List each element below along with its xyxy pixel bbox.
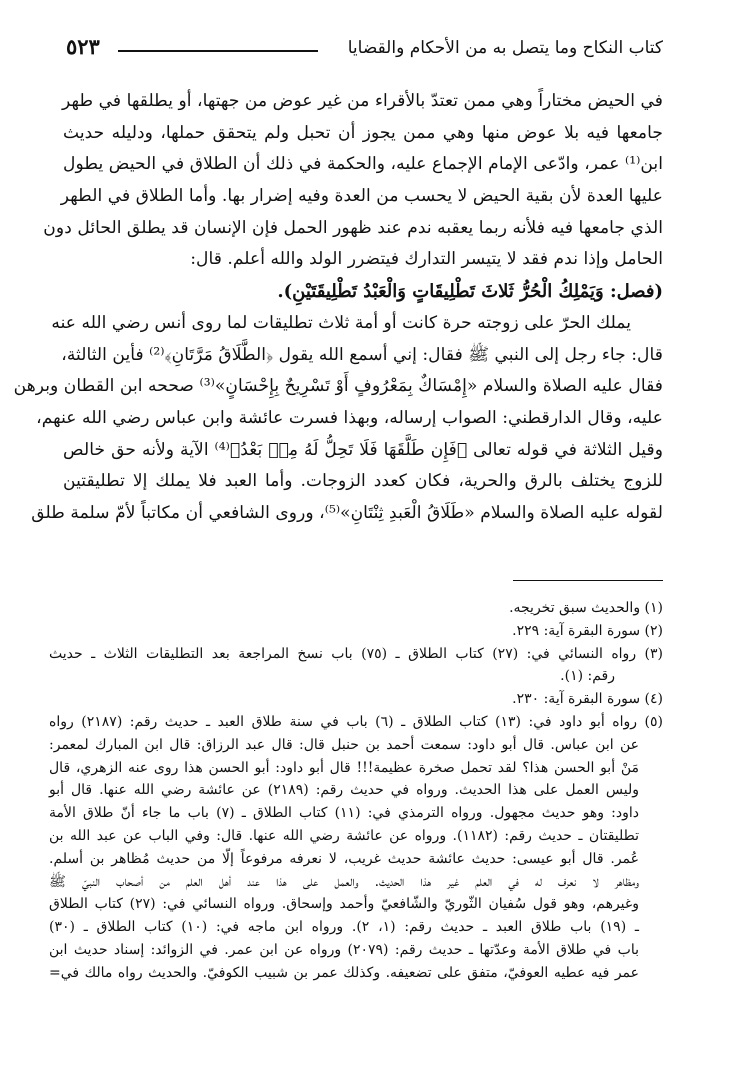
text-line: في الحيض مختاراً وهي ممن تعتدّ بالأقراء من غير عوض من جهتها، أو يطلقها في طهر <box>62 91 663 111</box>
footnote-separator <box>513 580 663 581</box>
text-line: ابن⁽¹⁾ عمر، وادّعى الإمام الإجماع عليه، والحكمة في ذلك أن الطلاق في الحيض يطول <box>63 154 663 175</box>
footnote-continuation: رقم: (١). <box>560 668 615 685</box>
footnote-continuation: وغيرهم، وهو قول سُفيان الثّوريّ والشّافعيّ وأحمد وإسحاق. ورواه النسائي في: (٢٧) كتاب الطلاق <box>49 896 639 913</box>
header-rule <box>118 50 318 52</box>
text-line: الذي جامعها فيه فلأنه ربما يعقبه ندم عند ظهور الحمل فإن الإنسان قد يطلق الحائل دون <box>43 217 663 238</box>
main-text <box>13 86 663 530</box>
footnote-continuation: عن ابن عباس. قال أبو داود: سمعت أحمد بن حنبل قال: قال عبد الرزاق: قال ابن المبارك لمعمر: <box>49 736 639 753</box>
text-line: لقوله عليه الصلاة والسلام «طَلَاقُ الْعَبدِ ثِنْتَانِ»⁽⁵⁾، وروى الشافعي أن مكاتباً لأمّ سلمة طلق <box>31 502 663 523</box>
section-heading: (فصل: وَيَمْلِكُ الْحُرُّ ثَلاثَ تَطْلِيقَاتٍ وَالْعَبْدُ تَطْلِيقَتَيْنِ). <box>277 281 663 303</box>
footnote: (٢) سورة البقرة آية: ٢٢٩. <box>512 622 663 639</box>
footnotes <box>49 597 663 985</box>
footnote: (٣) رواه النسائي في: (٢٧) كتاب الطلاق ـ (٧٥) باب نسخ المراجعة بعد التطليقات الثلاث ـ حديث <box>49 645 663 662</box>
footnote-continuation: عمر فيه عطيه العوفيّ، متفق على تضعيفه. وكذلك عمر بن شبيب الكوفيّ. والحديث رواه مالك في= <box>49 964 639 981</box>
text-line: عليها العدة لأن بقية الحيض لا يحسب من العدة وفيه إضرار بها. وأما الطلاق في الطهر <box>60 186 663 207</box>
footnote-continuation: ومظاهر لا نعرف له في العلم غير هذا الحديث. والعمل على هذا عند أهل العلم من أصحاب النبيّ ﷺ <box>49 873 639 890</box>
footnote-continuation: ـ (١٩) باب طلاق العبد ـ حديث رقم: (١، ٢). ورواه ابن ماجه في: (١٠) كتاب الطلاق ـ (٣٠) <box>49 919 640 936</box>
text-line: للزوج يختلف بالرق والحرية، فكان كعدد الزوجات. وأما العبد فلا يملك إلا تطليقتين <box>63 471 663 492</box>
footnote: (١) والحديث سبق تخريجه. <box>509 600 663 616</box>
text-line: عليه، وقال الدارقطني: الصواب إرساله، وبهذا فسرت عائشة وابن عباس رضي الله عنهم، <box>36 407 663 428</box>
footnote-continuation: داود: وهو حديث مجهول. ورواه الترمذي في: (١١) كتاب الطلاق ـ (٧) باب ما جاء أنّ طلاق الأمة <box>49 805 639 822</box>
text-line: الحامل وإذا ندم فقد لا يتيسر التدارك فيتضرر الولد والله أعلم. قال: <box>190 249 663 270</box>
text-line: يملك الحرّ على زوجته حرة كانت أو أمة ثلاث تطليقات لما روى أنس رضي الله عنه <box>51 312 631 333</box>
footnote-continuation: باب في طلاق الأمة وعدّتها ـ حديث رقم: (٢٠٧٩) ورواه عن ابن عمر. في الزوائد: إسناد حديث ابن <box>49 941 639 958</box>
footnote-continuation: وليس العمل على هذا الحديث. ورواه في حديث رقم: (٢١٨٩) عن عائشة رضي الله عنها. قال أبو <box>49 782 639 799</box>
footnote-continuation: تطليقتان ـ حديث رقم: (١١٨٢). ورواه عن عائشة رضي الله عنها. قال: وفي الباب عن عبد الله بن <box>49 827 640 844</box>
header-title: كتاب النكاح وما يتصل به من الأحكام والقضايا <box>347 38 663 58</box>
footnote-continuation: مَنْ أبو الحسن هذا؟ لقد تحمل صخرة عظيمة!!! قال أبو داود: أبو الحسن هذا روى عنه الزهري، قال <box>49 759 639 776</box>
footnote-continuation: عُمر. قال أبو عيسى: حديث عائشة حديث غريب، لا نعرفه مرفوعاً إلّا من حديث مُظاهر بن أسلم. <box>49 850 639 867</box>
text-line: جامعها فيه بلا عوض منها وهي ممن يجوز أن تحبل ولم يتحقق حملها، ودليله حديث <box>63 122 663 143</box>
text-line: فقال عليه الصلاة والسلام «إِمْسَاكٌ بِمَعْرُوفٍ أَوْ تَسْرِيحٌ بِإِحْسَانٍ»⁽³⁾ صححه ابن القطان وبرهن <box>13 376 663 397</box>
footnote: (٥) رواه أبو داود في: (١٣) كتاب الطلاق ـ (٦) باب في سنة طلاق العبد ـ حديث رقم: (٢١٨٧) رواه <box>49 713 663 730</box>
running-header <box>66 34 663 64</box>
text-line: قال: جاء رجل إلى النبي ﷺ فقال: إني أسمع الله يقول ﴿الطَّلَاقُ مَرَّتَانِ﴾⁽²⁾ فأين الثالثة، <box>61 344 663 365</box>
footnote: (٤) سورة البقرة آية: ٢٣٠. <box>512 691 663 708</box>
page-number: ٥٢٣ <box>66 34 100 59</box>
text-line: وقيل الثلاثة في قوله تعالى ﴿فَإِن طَلَّقَهَا فَلَا تَحِلُّ لَهُ مِنۢ بَعْدُ﴾⁽⁴⁾ الآية ولأنه حق خالص <box>63 439 663 460</box>
